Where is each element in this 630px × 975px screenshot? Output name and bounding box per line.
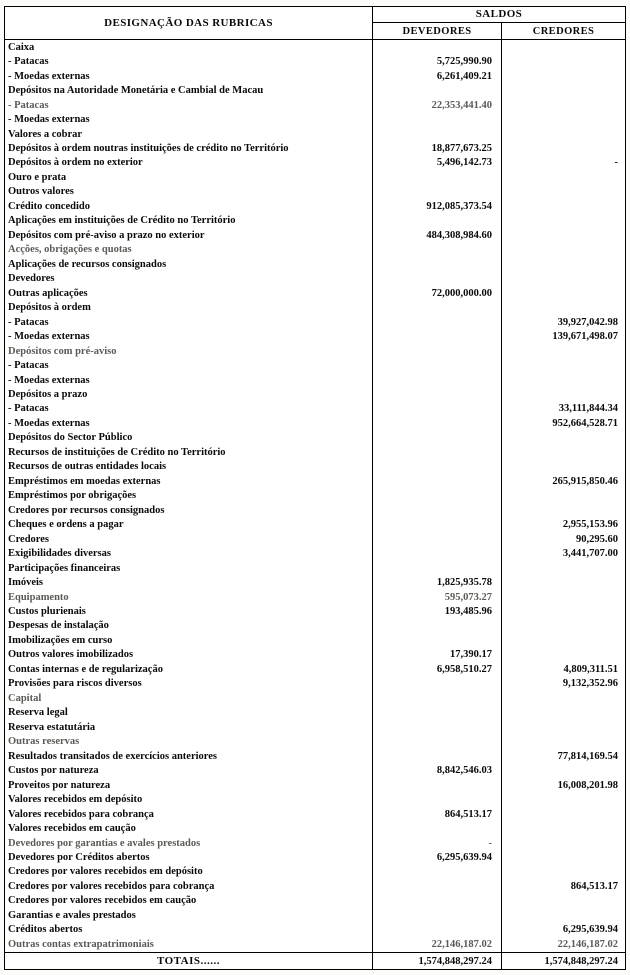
devedores-value — [372, 272, 501, 286]
devedores-value — [372, 691, 501, 705]
credores-value — [501, 619, 625, 633]
credores-value — [501, 69, 625, 83]
table-row — [5, 662, 625, 676]
devedores-value: 5,496,142.73 — [372, 156, 501, 170]
table-row — [5, 127, 625, 141]
rubrica-label: - Moedas externas — [8, 331, 90, 343]
rubrica-label: Depósitos com pré-aviso — [8, 345, 117, 357]
devedores-value — [372, 112, 501, 126]
devedores-value — [372, 633, 501, 647]
table-row — [5, 243, 625, 257]
balance-sheet-table — [4, 6, 626, 970]
credores-value — [501, 807, 625, 821]
table-row — [5, 532, 625, 546]
credores-value — [501, 40, 625, 54]
table-row — [5, 199, 625, 213]
table-row — [5, 460, 625, 474]
credores-value: 16,008,201.98 — [501, 778, 625, 792]
table-row — [5, 894, 625, 908]
credores-value: 22,146,187.02 — [501, 937, 625, 951]
credores-value — [501, 648, 625, 662]
totals-devedores-value: 1,574,848,297.24 — [372, 953, 501, 969]
table-row — [5, 517, 625, 531]
credores-value — [501, 112, 625, 126]
rubrica-label: Caixa — [8, 41, 35, 53]
devedores-value — [372, 706, 501, 720]
table-row — [5, 141, 625, 155]
devedores-value: 864,513.17 — [372, 807, 501, 821]
devedores-value: 6,295,639.94 — [372, 850, 501, 864]
devedores-value — [372, 619, 501, 633]
rubrica-label: Devedores por Créditos abertos — [8, 851, 150, 863]
credores-value — [501, 83, 625, 97]
table-row — [5, 763, 625, 777]
devedores-value: 193,485.96 — [372, 604, 501, 618]
devedores-value: 595,073.27 — [372, 590, 501, 604]
table-row — [5, 315, 625, 329]
column-header-credores: CREDORES — [501, 23, 625, 39]
table-row — [5, 590, 625, 604]
rubrica-label: Valores a cobrar — [8, 128, 83, 140]
rubrica-label: Custos por natureza — [8, 765, 99, 777]
table-row — [5, 54, 625, 68]
table-row — [5, 749, 625, 763]
rubrica-label: Equipamento — [8, 591, 69, 603]
devedores-value — [372, 546, 501, 560]
table-row — [5, 185, 625, 199]
devedores-value — [372, 778, 501, 792]
table-row — [5, 286, 625, 300]
rubrica-label: Empréstimos por obrigações — [8, 490, 137, 502]
devedores-value: 17,390.17 — [372, 648, 501, 662]
credores-value — [501, 706, 625, 720]
devedores-value — [372, 257, 501, 271]
credores-value — [501, 836, 625, 850]
devedores-value: 72,000,000.00 — [372, 286, 501, 300]
credores-value — [501, 445, 625, 459]
devedores-value — [372, 894, 501, 908]
table-row — [5, 619, 625, 633]
credores-value — [501, 127, 625, 141]
rubrica-label: Ouro e prata — [8, 171, 67, 183]
rubrica-label: Capital — [8, 692, 42, 704]
table-row — [5, 387, 625, 401]
devedores-value — [372, 677, 501, 691]
table-row — [5, 604, 625, 618]
rubrica-label: Créditos abertos — [8, 924, 83, 936]
devedores-value: 1,825,935.78 — [372, 575, 501, 589]
credores-value: - — [501, 156, 625, 170]
credores-value — [501, 431, 625, 445]
credores-value — [501, 387, 625, 401]
rubrica-label: Devedores por garantias e avales prestados — [8, 837, 201, 849]
devedores-value — [372, 402, 501, 416]
rubrica-label: Exigibilidades diversas — [8, 548, 111, 560]
totals-credores-value: 1,574,848,297.24 — [501, 953, 625, 969]
table-row — [5, 908, 625, 922]
credores-value — [501, 344, 625, 358]
table-row — [5, 214, 625, 228]
table-row — [5, 489, 625, 503]
devedores-value: 6,261,409.21 — [372, 69, 501, 83]
table-row — [5, 677, 625, 691]
credores-value — [501, 54, 625, 68]
rubrica-label: Credores por valores recebidos em caução — [8, 895, 197, 907]
rubrica-label: Reserva estatutária — [8, 721, 96, 733]
rubrica-label: Valores recebidos em caução — [8, 823, 136, 835]
devedores-value — [372, 460, 501, 474]
rubrica-label: - Moedas externas — [8, 417, 90, 429]
credores-value — [501, 373, 625, 387]
table-row — [5, 474, 625, 488]
credores-value — [501, 170, 625, 184]
rubrica-label: Empréstimos em moedas externas — [8, 475, 161, 487]
credores-value — [501, 141, 625, 155]
rubrica-label: Depósitos à ordem — [8, 302, 91, 314]
table-row — [5, 329, 625, 343]
rubrica-label: Credores — [8, 533, 50, 545]
table-row — [5, 735, 625, 749]
table-row — [5, 300, 625, 314]
devedores-value — [372, 865, 501, 879]
column-header-designacao: DESIGNAÇÃO DAS RUBRICAS — [104, 17, 273, 29]
rubrica-label: Depósitos na Autoridade Monetária e Cambial de Macau — [8, 85, 264, 97]
credores-value — [501, 185, 625, 199]
devedores-value: 8,842,546.03 — [372, 763, 501, 777]
saldos-header-group — [372, 7, 625, 39]
credores-value — [501, 214, 625, 228]
rubrica-label: Outras contas extrapatrimoniais — [8, 938, 154, 950]
devedores-value — [372, 185, 501, 199]
table-row — [5, 850, 625, 864]
saldos-subheaders — [373, 23, 625, 39]
credores-value — [501, 228, 625, 242]
devedores-value — [372, 532, 501, 546]
table-row — [5, 416, 625, 430]
rubrica-label: - Patacas — [8, 360, 49, 372]
devedores-value: 912,085,373.54 — [372, 199, 501, 213]
column-header-saldos: SALDOS — [373, 7, 625, 23]
table-row — [5, 402, 625, 416]
rubrica-label: Aplicações de recursos consignados — [8, 258, 167, 270]
credores-value: 6,295,639.94 — [501, 923, 625, 937]
credores-value — [501, 590, 625, 604]
devedores-value — [372, 315, 501, 329]
totals-label: TOTAIS...... — [156, 955, 221, 967]
credores-value: 90,295.60 — [501, 532, 625, 546]
devedores-value — [372, 792, 501, 806]
devedores-value — [372, 474, 501, 488]
credores-value — [501, 720, 625, 734]
rubrica-label: Garantias e avales prestados — [8, 909, 136, 921]
credores-value — [501, 489, 625, 503]
credores-value — [501, 865, 625, 879]
devedores-value — [372, 40, 501, 54]
rubrica-label: Depósitos à ordem noutras instituições de crédito no Território — [8, 143, 289, 155]
credores-value — [501, 763, 625, 777]
devedores-value — [372, 445, 501, 459]
rubrica-label: - Moedas externas — [8, 114, 90, 126]
table-row — [5, 821, 625, 835]
credores-value — [501, 358, 625, 372]
table-row — [5, 112, 625, 126]
rubrica-label: Outras aplicações — [8, 287, 88, 299]
devedores-value — [372, 373, 501, 387]
credores-value — [501, 98, 625, 112]
devedores-value: 484,308,984.60 — [372, 228, 501, 242]
rubrica-label: Resultados transitados de exercícios anteriores — [8, 750, 218, 762]
table-row — [5, 561, 625, 575]
rubrica-label: Participações financeiras — [8, 562, 121, 574]
rubrica-label: Reserva legal — [8, 707, 68, 719]
devedores-value: 6,958,510.27 — [372, 662, 501, 676]
credores-value: 77,814,169.54 — [501, 749, 625, 763]
credores-value — [501, 199, 625, 213]
devedores-value — [372, 127, 501, 141]
rubrica-label: Depósitos do Sector Público — [8, 432, 133, 444]
table-row — [5, 228, 625, 242]
credores-value — [501, 735, 625, 749]
credores-value: 4,809,311.51 — [501, 662, 625, 676]
rubrica-label: Credores por recursos consignados — [8, 504, 165, 516]
rubrica-label: Valores recebidos para cobrança — [8, 808, 154, 820]
credores-value: 864,513.17 — [501, 879, 625, 893]
credores-value: 265,915,850.46 — [501, 474, 625, 488]
table-row — [5, 170, 625, 184]
rubrica-label: Depósitos à ordem no exterior — [8, 157, 143, 169]
table-row — [5, 923, 625, 937]
devedores-value — [372, 735, 501, 749]
devedores-value — [372, 214, 501, 228]
credores-value — [501, 850, 625, 864]
table-row — [5, 720, 625, 734]
credores-value — [501, 503, 625, 517]
credores-value — [501, 272, 625, 286]
rubrica-label: Recursos de instituições de Crédito no Território — [8, 446, 226, 458]
column-header-devedores: DEVEDORES — [402, 25, 472, 37]
credores-value: 952,664,528.71 — [501, 416, 625, 430]
table-row — [5, 69, 625, 83]
devedores-value — [372, 358, 501, 372]
rubrica-label: Devedores — [8, 273, 55, 285]
table-row — [5, 257, 625, 271]
rubrica-label: Valores recebidos em depósito — [8, 794, 143, 806]
credores-value — [501, 243, 625, 257]
credores-value: 2,955,153.96 — [501, 517, 625, 531]
table-row — [5, 706, 625, 720]
table-row — [5, 272, 625, 286]
rubrica-label: - Patacas — [8, 403, 49, 415]
rubrica-label: Despesas de instalação — [8, 620, 109, 632]
table-row — [5, 633, 625, 647]
credores-value — [501, 460, 625, 474]
rubrica-label: Custos plurienais — [8, 606, 86, 618]
table-row — [5, 344, 625, 358]
credores-value — [501, 286, 625, 300]
rubrica-label: Outros valores imobilizados — [8, 649, 134, 661]
table-row — [5, 156, 625, 170]
devedores-value — [372, 720, 501, 734]
credores-value: 33,111,844.34 — [501, 402, 625, 416]
rubrica-label: - Patacas — [8, 316, 49, 328]
table-row — [5, 937, 625, 951]
credores-value — [501, 575, 625, 589]
table-row — [5, 778, 625, 792]
devedores-value — [372, 344, 501, 358]
devedores-value — [372, 749, 501, 763]
rubrica-label: Outros valores — [8, 186, 74, 198]
devedores-value: - — [372, 836, 501, 850]
credores-value — [501, 604, 625, 618]
table-row — [5, 373, 625, 387]
table-row — [5, 431, 625, 445]
rubrica-label: Recursos de outras entidades locais — [8, 461, 167, 473]
credores-value — [501, 257, 625, 271]
credores-value: 39,927,042.98 — [501, 315, 625, 329]
devedores-value: 22,146,187.02 — [372, 937, 501, 951]
table-row — [5, 836, 625, 850]
rubrica-label: Imobilizações em curso — [8, 634, 113, 646]
rubrica-label: Aplicações em instituições de Crédito no Território — [8, 215, 236, 227]
table-row — [5, 575, 625, 589]
devedores-value: 18,877,673.25 — [372, 141, 501, 155]
rubrica-label: Proveitos por natureza — [8, 779, 111, 791]
table-row — [5, 546, 625, 560]
credores-value: 139,671,498.07 — [501, 329, 625, 343]
devedores-value — [372, 489, 501, 503]
totals-row — [5, 952, 625, 969]
rubrica-label: Imóveis — [8, 577, 43, 589]
credores-value — [501, 894, 625, 908]
devedores-value — [372, 908, 501, 922]
table-row — [5, 358, 625, 372]
table-row — [5, 691, 625, 705]
table-row — [5, 792, 625, 806]
rubrica-label: - Moedas externas — [8, 374, 90, 386]
devedores-value — [372, 561, 501, 575]
devedores-value — [372, 431, 501, 445]
devedores-value — [372, 243, 501, 257]
devedores-value — [372, 300, 501, 314]
devedores-value — [372, 387, 501, 401]
rubrica-label: Depósitos com pré-aviso a prazo no exterior — [8, 229, 205, 241]
table-row — [5, 40, 625, 54]
rubrica-label: - Patacas — [8, 99, 49, 111]
devedores-value — [372, 821, 501, 835]
table-row — [5, 865, 625, 879]
credores-value — [501, 792, 625, 806]
rubrica-label: Contas internas e de regularização — [8, 663, 163, 675]
rubrica-label: Credores por valores recebidos para cobrança — [8, 880, 215, 892]
rubrica-label: Crédito concedido — [8, 200, 90, 212]
devedores-value: 22,353,441.40 — [372, 98, 501, 112]
table-row — [5, 83, 625, 97]
credores-value: 9,132,352.96 — [501, 677, 625, 691]
rubrica-label: Outras reservas — [8, 736, 80, 748]
devedores-value — [372, 517, 501, 531]
rubrica-label: - Moedas externas — [8, 70, 90, 82]
credores-value — [501, 691, 625, 705]
rubrica-label: Depósitos a prazo — [8, 388, 88, 400]
rubrica-label: Acções, obrigações e quotas — [8, 244, 132, 256]
rubrica-label: Credores por valores recebidos em depósito — [8, 866, 203, 878]
credores-value — [501, 821, 625, 835]
devedores-value — [372, 503, 501, 517]
credores-value — [501, 561, 625, 575]
table-header — [5, 7, 625, 40]
table-row — [5, 98, 625, 112]
table-row — [5, 879, 625, 893]
table-row — [5, 648, 625, 662]
table-row — [5, 807, 625, 821]
devedores-value — [372, 170, 501, 184]
devedores-value — [372, 329, 501, 343]
rubrica-label: Provisões para riscos diversos — [8, 678, 142, 690]
devedores-value — [372, 416, 501, 430]
table-body — [5, 40, 625, 952]
credores-value — [501, 908, 625, 922]
devedores-value — [372, 879, 501, 893]
table-row — [5, 445, 625, 459]
devedores-value: 5,725,990.90 — [372, 54, 501, 68]
devedores-value — [372, 923, 501, 937]
credores-value — [501, 633, 625, 647]
credores-value: 3,441,707.00 — [501, 546, 625, 560]
rubrica-label: - Patacas — [8, 56, 49, 68]
table-row — [5, 503, 625, 517]
devedores-value — [372, 83, 501, 97]
credores-value — [501, 300, 625, 314]
rubrica-label: Cheques e ordens a pagar — [8, 519, 124, 531]
